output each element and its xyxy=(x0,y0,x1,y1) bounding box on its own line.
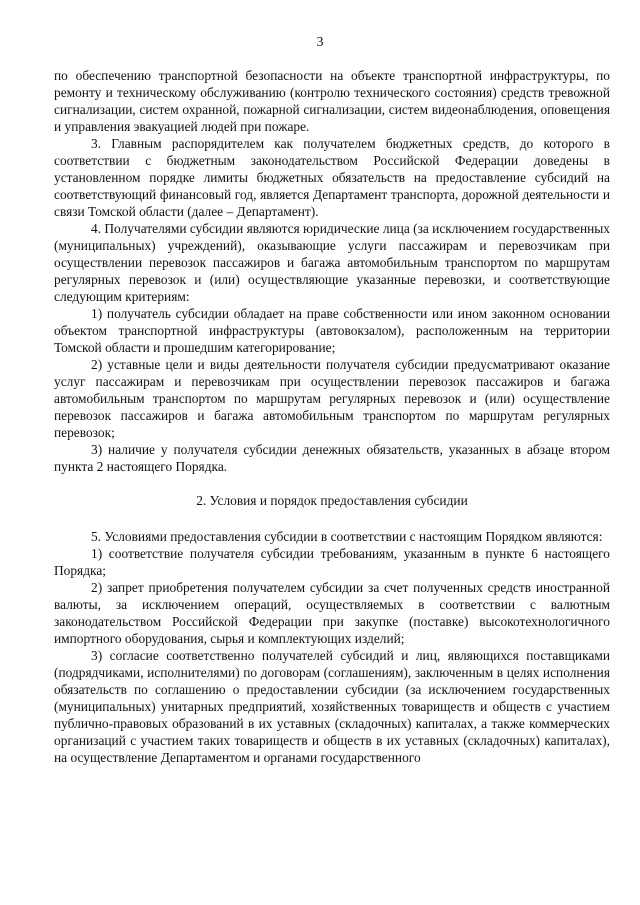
paragraph-item-3: 3. Главным распорядителем как получателем бюджетных средств, до которого в соответствии с бюджетным законодательством Российской Федерации доведены в установленном порядке лимиты бюджетных обязательств на предоставление субсидий на соответствующий финансовый год, является Департамент транспорта, дорожной деятельности и связи Томской области (далее – Департамент). xyxy=(54,136,610,219)
document-body xyxy=(54,67,610,766)
paragraph-continuation: по обеспечению транспортной безопасности на объекте транспортной инфраструктуры, по ремонту и техническому обслуживанию (контролю технического состояния) средств тревожной сигнализации, систем охранной, пожарной сигнализации, систем видеонаблюдения, оповещения и управления эвакуацией людей при пожаре. xyxy=(54,68,610,134)
criterion-1: 1) получатель субсидии обладает на праве собственности или ином законном основании объектом транспортной инфраструктуры (автовокзалом), расположенным на территории Томской области и прошедшим категорирование; xyxy=(54,306,610,355)
page-number: 3 xyxy=(316,35,324,50)
paragraph-item-4: 4. Получателями субсидии являются юридические лица (за исключением государственных (муниципальных) учреждений), оказывающие услуги пассажирам и перевозчикам при осуществлении перевозок пассажиров и багажа автомобильным транспортом по маршрутам регулярных перевозок и (или) осуществляющие указанные перевозки, и соответствующие следующим критериям: xyxy=(54,221,610,304)
condition-2: 2) запрет приобретения получателем субсидии за счет полученных средств иностранной валюты, за исключением операций, осуществляемых в соответствии с валютным законодательством Российской Федерации при закупке (поставке) высокотехнологичного импортного оборудования, сырья и комплектующих изделий; xyxy=(54,580,610,646)
condition-1: 1) соответствие получателя субсидии требованиям, указанным в пункте 6 настоящего Порядка; xyxy=(54,546,610,578)
condition-3: 3) согласие соответственно получателей субсидий и лиц, являющихся поставщиками (подрядчиками, исполнителями) по договорам (соглашениям), заключенным в целях исполнения обязательств по соглашению о предоставлении субсидии (за исключением государственных (муниципальных) унитарных предприятий, хозяйственных товариществ и обществ с участием публично-правовых образований в их уставных (складочных) капиталах, а также коммерческих организаций с участием таких товариществ и обществ в их уставных (складочных) капиталах), на осуществление Департаментом и органами государственного xyxy=(54,648,610,765)
paragraph-item-5: 5. Условиями предоставления субсидии в соответствии с настоящим Порядком являются: xyxy=(91,529,603,544)
criterion-2: 2) уставные цели и виды деятельности получателя субсидии предусматривают оказание услуг пассажирам и перевозчикам при осуществлении перевозок пассажиров и багажа автомобильным транспортом по маршрутам регулярных перевозок и (или) осуществление перевозок пассажиров и багажа автомобильным транспортом по маршрутам регулярных перевозок; xyxy=(54,357,610,440)
section-heading: 2. Условия и порядок предоставления субсидии xyxy=(196,493,468,508)
criterion-3: 3) наличие у получателя субсидии денежных обязательств, указанных в абзаце втором пункта 2 настоящего Порядка. xyxy=(54,442,610,474)
